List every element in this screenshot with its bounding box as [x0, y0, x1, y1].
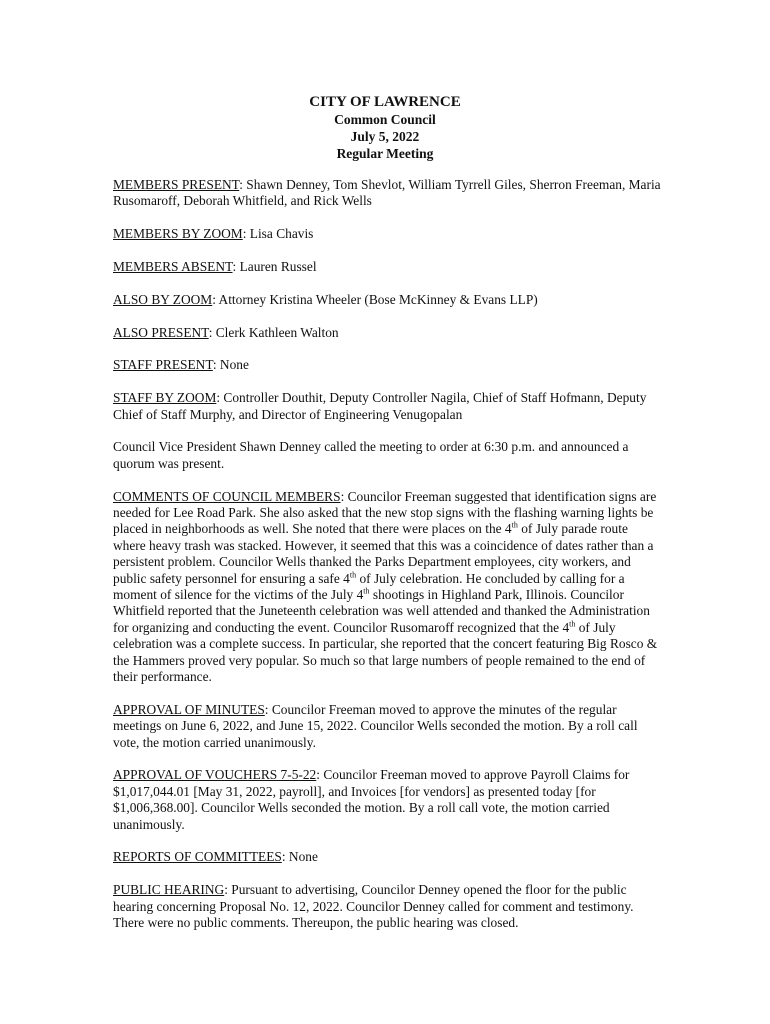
council-name: Common Council — [334, 112, 436, 127]
members-zoom-paragraph — [113, 226, 661, 242]
call-to-order-paragraph: Council Vice President Shawn Denney called the meeting to order at 6:30 p.m. and announced a quorum was present. — [113, 439, 629, 471]
section-label: MEMBERS PRESENT — [113, 177, 240, 192]
section-text: : None — [212, 357, 249, 373]
council-comments-paragraph — [113, 489, 661, 686]
staff-present-paragraph — [113, 357, 661, 373]
superscript-th: th — [363, 586, 370, 596]
section-label: ALSO BY ZOOM — [113, 291, 213, 307]
reports-committees-paragraph — [113, 849, 661, 865]
section-text: : Controller Douthit, Deputy Controller Nagila, Chief of Staff Hofmann, Deputy Chief of Staff Murphy, and Director of Engineering Venugopalan — [113, 390, 647, 422]
section-text: of July celebration was a complete success. In particular, she reported that the concert featuring Big Rosco & the Hammers proved very popular. So much so that large numbers of people remained to the end of their performance. — [113, 619, 658, 685]
also-present-paragraph — [113, 325, 661, 341]
section-text: shootings in Highland Park, Illinois. Councilor Whitfield reported that the Juneteenth celebration was well attended and thanked the Administration for organizing and conducting the event. Councilor Rusomaroff recognized that the 4 — [113, 587, 650, 635]
city-title: CITY OF LAWRENCE — [309, 94, 461, 110]
section-text: : Lisa Chavis — [242, 226, 314, 242]
section-label: APPROVAL OF VOUCHERS 7-5-22 — [113, 767, 317, 783]
section-label: APPROVAL OF MINUTES — [113, 701, 265, 717]
approval-minutes-paragraph — [113, 702, 661, 751]
section-label: COMMENTS OF COUNCIL MEMBERS — [113, 488, 341, 504]
section-text: of July parade route where heavy trash was stacked. However, it seemed that this was a coincidence of dates rather than a persistent problem. Councilor Wells thanked the Parks Department employees, city workers, and public safety personnel for ensuring a safe 4 — [113, 521, 654, 586]
section-text: of July celebration. He concluded by calling for a moment of silence for the victims of the July 4 — [113, 570, 625, 603]
section-label: MEMBERS ABSENT — [113, 259, 233, 274]
section-text: : Clerk Kathleen Walton — [208, 324, 339, 340]
superscript-th: th — [349, 570, 357, 580]
minutes-body — [113, 177, 661, 948]
section-text: : Shawn Denney, Tom Shevlot, William Tyrrell Giles, Sherron Freeman, Maria Rusomaroff, Deborah Whitfield, and Rick Wells — [113, 177, 661, 209]
superscript-th: th — [511, 520, 518, 530]
section-text: : Lauren Russel — [232, 259, 317, 274]
document-header — [0, 94, 770, 162]
approval-vouchers-paragraph — [113, 767, 661, 833]
section-text: : Councilor Freeman moved to approve the minutes of the regular meetings on June 6, 2022, and June 15, 2022. Councilor Wells seconded the motion. By a roll call vote, the motion carried unanimously. — [113, 701, 638, 750]
section-label: MEMBERS BY ZOOM — [113, 226, 243, 242]
section-text: : Pursuant to advertising, Councilor Denney opened the floor for the public hearing concerning Proposal No. 12, 2022. Councilor Denney called for comment and testimony. There were no public comments. Thereupon, the public hearing was closed. — [113, 882, 634, 931]
meeting-type: Regular Meeting — [336, 146, 434, 161]
section-text: : Councilor Freeman moved to approve Payroll Claims for $1,017,044.01 [May 31, 2022, payroll], and Invoices [for vendors] as presented today [for $1,006,368.00]. Councilor Wells seconded the motion. By a roll call vote, the motion carried unanimously. — [113, 767, 630, 832]
section-label: PUBLIC HEARING — [113, 882, 225, 898]
also-zoom-paragraph — [113, 292, 661, 308]
section-label: STAFF BY ZOOM — [113, 390, 217, 406]
meeting-date: July 5, 2022 — [350, 129, 420, 144]
section-text: : Councilor Freeman suggested that identification signs are needed for Lee Road Park. She also asked that the new stop signs with the flashing warning lights be placed in neighborhoods as well. She noted that there were places on the 4 — [113, 488, 657, 537]
section-text: : Attorney Kristina Wheeler (Bose McKinney & Evans LLP) — [212, 291, 538, 307]
members-absent-paragraph — [113, 259, 661, 275]
section-label: REPORTS OF COMMITTEES — [113, 849, 282, 865]
staff-zoom-paragraph — [113, 390, 661, 423]
superscript-th: th — [569, 619, 576, 629]
members-present-paragraph — [113, 177, 661, 210]
section-text: : None — [281, 849, 318, 865]
section-label: STAFF PRESENT — [113, 357, 213, 373]
section-label: ALSO PRESENT — [113, 324, 209, 340]
public-hearing-paragraph — [113, 882, 661, 931]
